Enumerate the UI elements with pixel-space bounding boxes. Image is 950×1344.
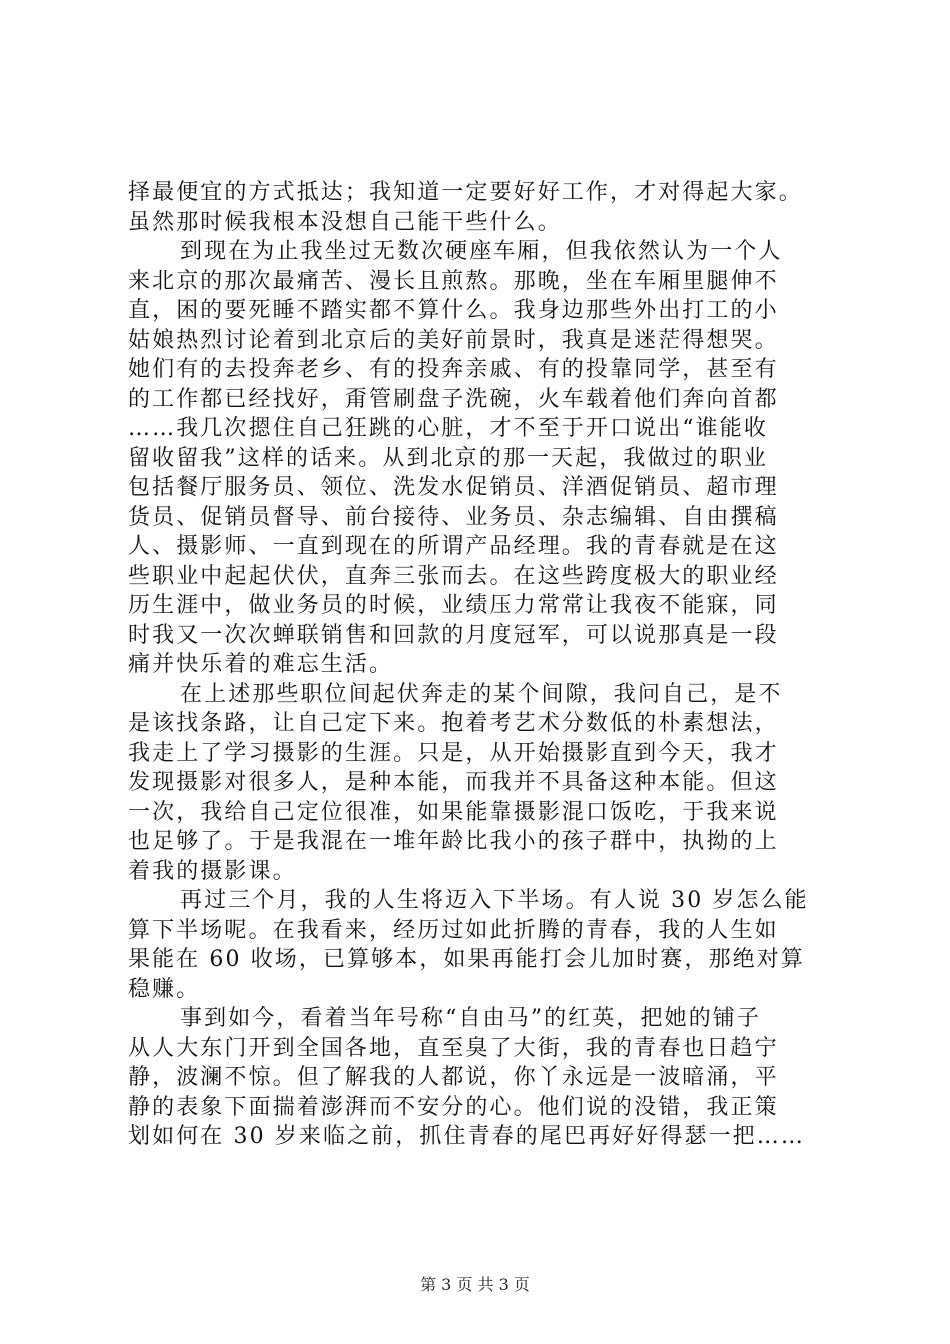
paragraph-4: [128, 886, 840, 1004]
text-line: 是该找条路，让自己定下来。抱着考艺术分数低的朴素想法，: [128, 711, 779, 736]
text-line: 着我的摄影课。: [128, 858, 297, 884]
text-line: 些职业中起起伏伏，直奔三张而去。在这些跨度极大的职业经: [128, 563, 779, 589]
text-line: 人、摄影师、一直到现在的所谓产品经理。我的青春就是在这: [128, 534, 779, 559]
text-line: 货员、促销员督导、前台接待、业务员、杂志编辑、自由撰稿: [128, 504, 779, 530]
text-line: 也足够了。于是我混在一堆年龄比我小的孩子群中，执拗的上: [128, 829, 779, 854]
text-line: 留收留我”这样的话来。从到北京的那一天起，我做过的职业: [128, 445, 768, 471]
paragraph-2: [128, 237, 840, 680]
text-line: 她们有的去投奔老乡、有的投奔亲戚、有的投靠同学，甚至有: [128, 357, 779, 382]
text-line: 稳赚。: [128, 976, 201, 1002]
text-line: 静的表象下面揣着澎湃而不安分的心。他们说的没错，我正策: [128, 1094, 779, 1120]
document-body: [128, 178, 840, 1152]
text-line: 划如何在 30 岁来临之前，抓住青春的尾巴再好好得瑟一把……: [128, 1124, 805, 1149]
text-line: 虽然那时候我根本没想自己能干些什么。: [128, 209, 562, 235]
text-line: 时我又一次次蝉联销售和回款的月度冠军，可以说那真是一段: [128, 622, 779, 648]
text-line: 来北京的那次最痛苦、漫长且煎熬。那晚，坐在车厢里腿伸不: [128, 268, 779, 294]
text-line: 历生涯中，做业务员的时候，业绩压力常常让我夜不能寐，同: [128, 593, 779, 618]
paragraph-1: [128, 178, 840, 237]
paragraph-3: [128, 680, 840, 887]
text-line: 痛并快乐着的难忘生活。: [128, 652, 394, 677]
text-line: 果能在 60 收场，已算够本，如果再能打会儿加时赛，那绝对算: [128, 947, 805, 972]
text-line: 包括餐厅服务员、领位、洗发水促销员、洋酒促销员、超市理: [128, 475, 779, 500]
text-line: 一次，我给自己定位很准，如果能靠摄影混口饭吃，于我来说: [128, 799, 779, 825]
text-line: 在上述那些职位间起伏奔走的某个间隙，我问自己，是不: [180, 681, 783, 707]
text-line: ……我几次摁住自己狂跳的心脏，才不至于开口说出“谁能收: [128, 416, 768, 441]
text-line: 算下半场呢。在我看来，经历过如此折腾的青春，我的人生如: [128, 917, 779, 943]
paragraph-5: [128, 1004, 840, 1152]
text-line: 择最便宜的方式抵达；我知道一定要好好工作，才对得起大家。: [128, 180, 803, 205]
text-line: 到现在为止我坐过无数次硬座车厢，但我依然认为一个人: [180, 239, 783, 264]
text-line: 再过三个月，我的人生将迈入下半场。有人说 30 岁怎么能: [180, 888, 809, 913]
text-line: 事到如今，看着当年号称“自由马”的红英，把她的铺子: [180, 1006, 761, 1031]
text-line: 直，困的要死睡不踏实都不算什么。我身边那些外出打工的小: [128, 298, 779, 323]
text-line: 静，波澜不惊。但了解我的人都说，你丫永远是一波暗涌，平: [128, 1065, 779, 1090]
text-line: 从人大东门开到全国各地，直至臭了大街，我的青春也日趋宁: [128, 1035, 779, 1061]
text-line: 的工作都已经找好，甭管刷盘子洗碗，火车载着他们奔向首都: [128, 386, 779, 412]
text-line: 姑娘热烈讨论着到北京后的美好前景时，我真是迷茫得想哭。: [128, 327, 779, 353]
text-line: 我走上了学习摄影的生涯。只是，从开始摄影直到今天，我才: [128, 740, 779, 766]
page-number-footer: 第 3 页 共 3 页: [420, 1275, 530, 1294]
text-line: 发现摄影对很多人，是种本能，而我并不具备这种本能。但这: [128, 770, 779, 795]
